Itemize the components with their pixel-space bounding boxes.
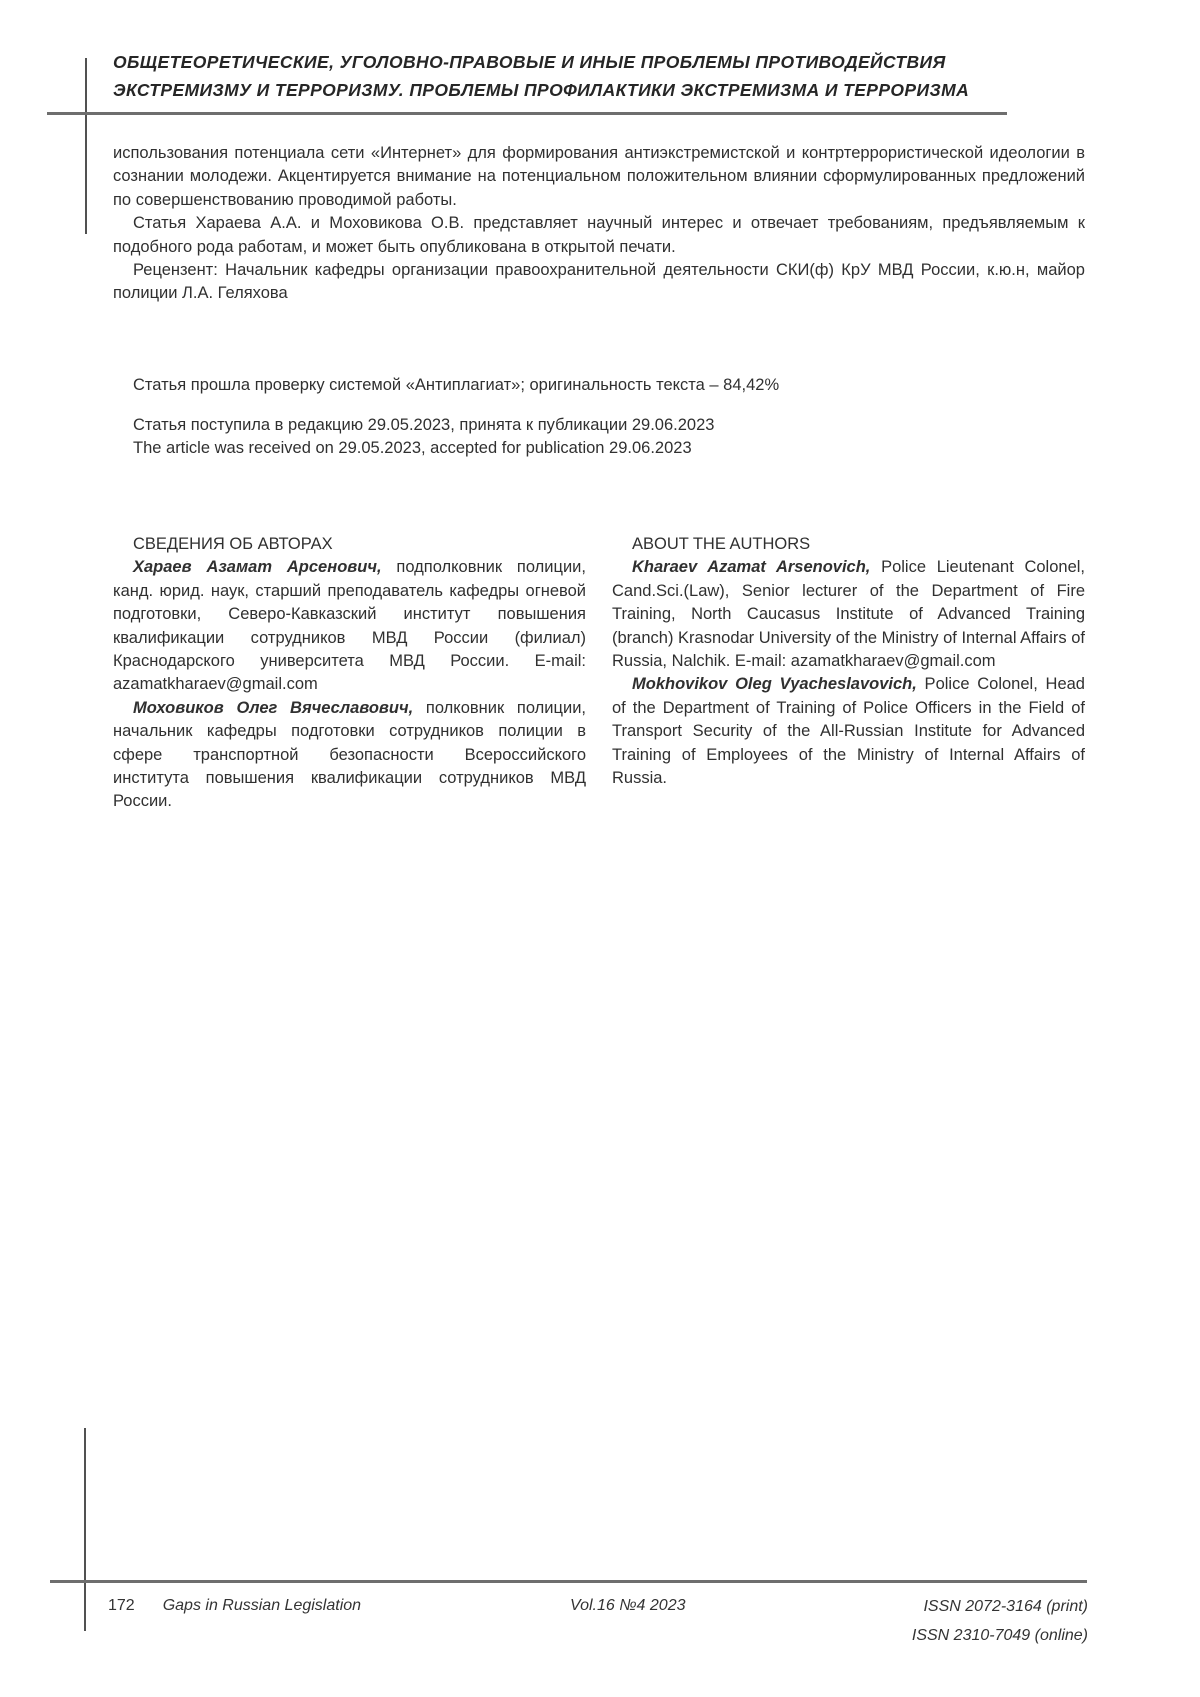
running-head [113,48,1093,104]
volume-issue: Vol.16 №4 2023 [570,1597,686,1614]
authors-column-ru [113,533,586,814]
author-en-mokhovikov-text: Police Colonel, Head of the Department of Training of Police Officers in the Field of Transport Security of the All-Russian Institute for Advanced Training of Employees of the Ministry of Internal Affairs of Russia. [612,675,1085,788]
abstract-continuation-paragraph: использования потенциала сети «Интернет» для формирования антиэкстремистской и контртеррористической идеологии в сознании молодежи. Акцентируется внимание на потенциальном положительном влиянии сформулированных предложений по совершенствованию проводимой работы. [113,144,1085,209]
author-en-kharaev-name: Kharaev Azamat Arsenovich, [632,558,871,577]
author-ru-mokhovikov-text: полковник полиции, начальник кафедры подготовки сотрудников полиции в сфере транспортной безопасности Всероссийского института повышения квалификации сотрудников МВД России. [113,698,586,811]
authors-heading-en: ABOUT THE AUTHORS [632,535,811,553]
footer-horizontal-rule [50,1580,1087,1583]
author-ru-kharaev-name: Хараев Азамат Арсенович, [133,558,382,577]
received-date-en: The article was received on 29.05.2023, accepted for publication 29.06.2023 [133,439,692,458]
author-ru-mokhovikov-name: Моховиков Олег Вячеславович, [133,698,414,717]
page-number: 172 [108,1597,135,1614]
issn-block [912,1593,1088,1650]
antiplagiarism-note: Статья прошла проверку системой «Антиплагиат»; оригинальность текста – 84,42% [133,376,780,394]
author-en-mokhovikov [612,673,1085,790]
authors-section [113,533,1085,814]
issn-print: ISSN 2072-3164 (print) [923,1598,1088,1615]
review-opinion-paragraph: Статья Хараева А.А. и Моховикова О.В. представляет научный интерес и отвечает требованиям, предъявляемым к подобного рода работам, и может быть опубликована в открытой печати. [113,214,1085,256]
author-en-mokhovikov-name: Mokhovikov Oleg Vyacheslavovich, [632,675,917,694]
running-head-line1: ОБЩЕТЕОРЕТИЧЕСКИЕ, УГОЛОВНО-ПРАВОВЫЕ И ИНЫЕ ПРОБЛЕМЫ ПРОТИВОДЕЙСТВИЯ [113,52,946,72]
authors-heading-ru: СВЕДЕНИЯ ОБ АВТОРАХ [133,535,333,553]
submission-dates-block [113,414,1085,461]
bottom-left-vertical-rule [84,1428,86,1631]
top-left-vertical-rule [85,58,87,234]
received-date-ru: Статья поступила в редакцию 29.05.2023, принята к публикации 29.06.2023 [133,416,715,434]
running-head-line2: ЭКСТРЕМИЗМУ И ТЕРРОРИЗМУ. ПРОБЛЕМЫ ПРОФИЛАКТИКИ ЭКСТРЕМИЗМА И ТЕРРОРИЗМА [113,80,970,100]
authors-column-en [612,533,1085,814]
author-ru-kharaev-text: подполковник полиции, канд. юрид. наук, старший преподаватель кафедры огневой подготовки, Северо-Кавказский институт повышения квалификации сотрудников МВД России (филиал) Краснодарского университета МВД России. E-mail: azamatkharaev@gmail.com [113,558,586,694]
author-ru-kharaev [113,556,586,696]
issn-online: ISSN 2310-7049 (online) [911,1626,1088,1644]
abstract-review-block [113,142,1085,306]
footer-left [108,1594,361,1617]
author-en-kharaev-text: Police Lieutenant Colonel, Cand.Sci.(Law), Senior lecturer of the Department of Fire Training, North Caucasus Institute of Advanced Training (branch) Krasnodar University of the Ministry of Internal Affairs of Russia, Nalchik. E-mail: azamatkharaev@gmail.com [612,558,1085,671]
journal-title: Gaps in Russian Legislation [162,1597,362,1614]
header-horizontal-rule [47,112,1007,115]
reviewer-paragraph: Рецензент: Начальник кафедры организации правоохранительной деятельности СКИ(ф) КрУ МВД России, к.ю.н, майор полиции Л.А. Геляхова [113,261,1085,303]
author-ru-mokhovikov [113,697,586,814]
author-en-kharaev [612,556,1085,673]
